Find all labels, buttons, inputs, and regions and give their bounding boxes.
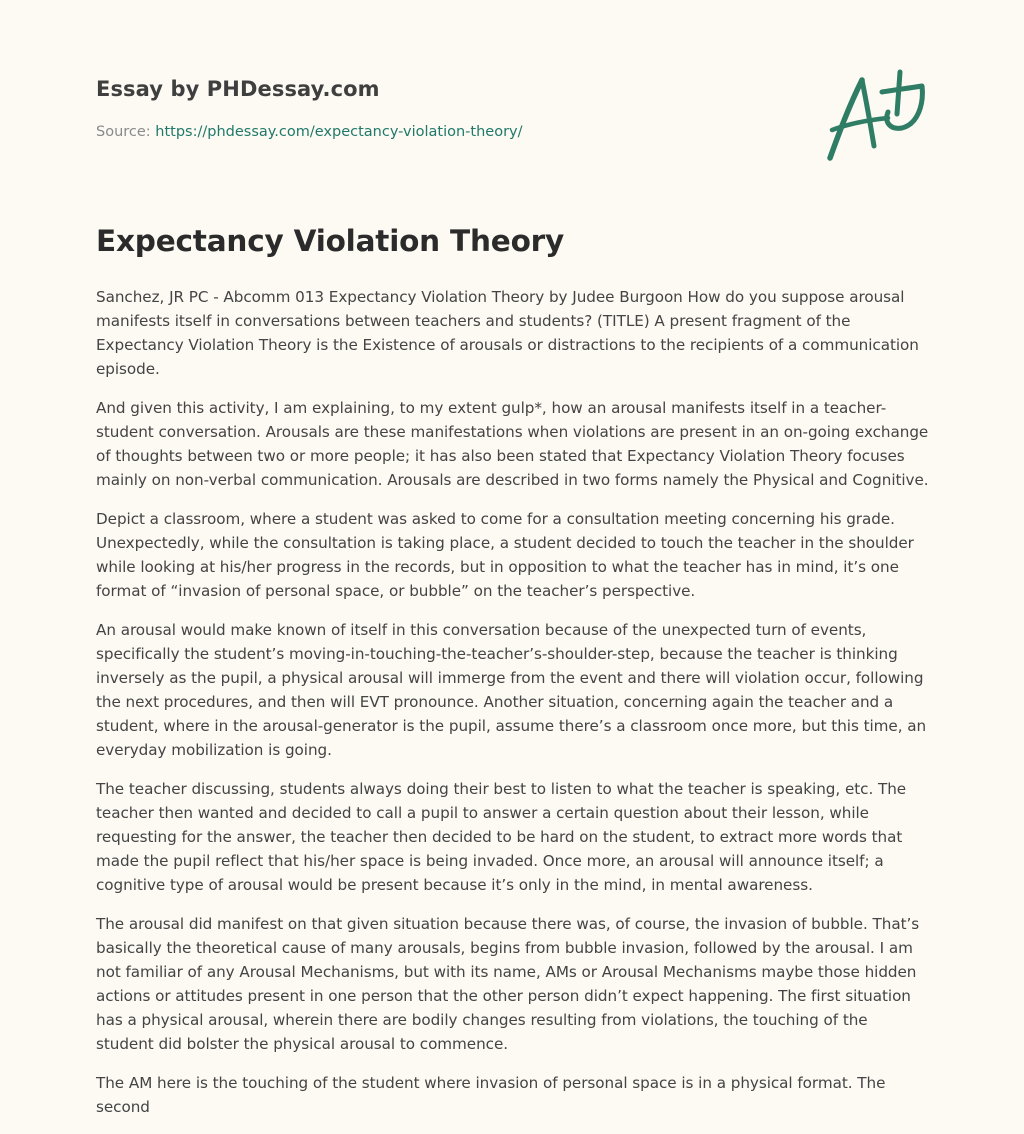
- source-label: Source:: [96, 124, 156, 140]
- source-link[interactable]: https://phdessay.com/expectancy-violation-theory/: [155, 124, 523, 140]
- essay-paragraph: An arousal would make known of itself in this conversation because of the unexpected turn of events, specifically the student’s moving-in-touching-the-teacher’s-shoulder-step, because the teacher is thinking inversely as the pupil, a physical arousal will immerge from the event and there will violation occur, following the next procedures, and then will EVT pronounce. Another situation, concerning again the teacher and a student, where in the arousal-generator is the pupil, assume there’s a classroom once more, but this time, an everyday mobilization is going.: [96, 621, 927, 759]
- essay-body: [96, 285, 930, 1134]
- essay-paragraph: The arousal did manifest on that given situation because there was, of course, the invasion of bubble. That’s basically the theoretical cause of many arousals, begins from bubble invasion, followed by the arousal. I am not familiar of any Arousal Mechanisms, but with its name, AMs or Arousal Mechanisms maybe those hidden actions or attitudes present in one person that the other person didn’t expect happening. The first situation has a physical arousal, wherein there are bodily changes resulting from violations, the touching of the student did bolster the physical arousal to commence.: [96, 915, 920, 1053]
- essay-paragraph: The AM here is the touching of the student where invasion of personal space is in a physical format. The second: [96, 1074, 886, 1116]
- essay-paragraph: Depict a classroom, where a student was asked to come for a consultation meeting concerning his grade. Unexpectedly, while the consultation is taking place, a student decided to touch the teacher in the shoulder while looking at his/her progress in the records, but in opposition to what the teacher has in mind, it’s one format of “invasion of personal space, or bubble” on the teacher’s perspective.: [96, 510, 914, 600]
- site-title: Essay by PHDessay.com: [96, 77, 380, 101]
- essay-paragraph: And given this activity, I am explaining, to my extent gulp*, how an arousal manifests itself in a teacher-student conversation. Arousals are these manifestations when violations are present in an on-going exchange of thoughts between two or more people; it has also been stated that Expectancy Violation Theory focuses mainly on non-verbal communication. Arousals are described in two forms namely the Physical and Cognitive.: [96, 399, 929, 489]
- essay-title: Expectancy Violation Theory: [96, 224, 565, 258]
- essay-paragraph: The teacher discussing, students always doing their best to listen to what the teacher is speaking, etc. The teacher then wanted and decided to call a pupil to answer a certain question about their lesson, while requesting for the answer, the teacher then decided to be hard on the student, to extract more words that made the pupil reflect that his/her space is being invaded. Once more, an arousal will announce itself; a cognitive type of arousal would be present because it’s only in the mind, in mental awareness.: [96, 780, 907, 894]
- source-line: [96, 124, 523, 140]
- essay-paragraph: Sanchez, JR PC - Abcomm 013 Expectancy Violation Theory by Judee Burgoon How do you suppose arousal manifests itself in conversations between teachers and students? (TITLE) A present fragment of the Expectancy Violation Theory is the Existence of arousals or distractions to the recipients of a communication episode.: [96, 288, 919, 378]
- a-plus-logo-icon: [818, 66, 934, 166]
